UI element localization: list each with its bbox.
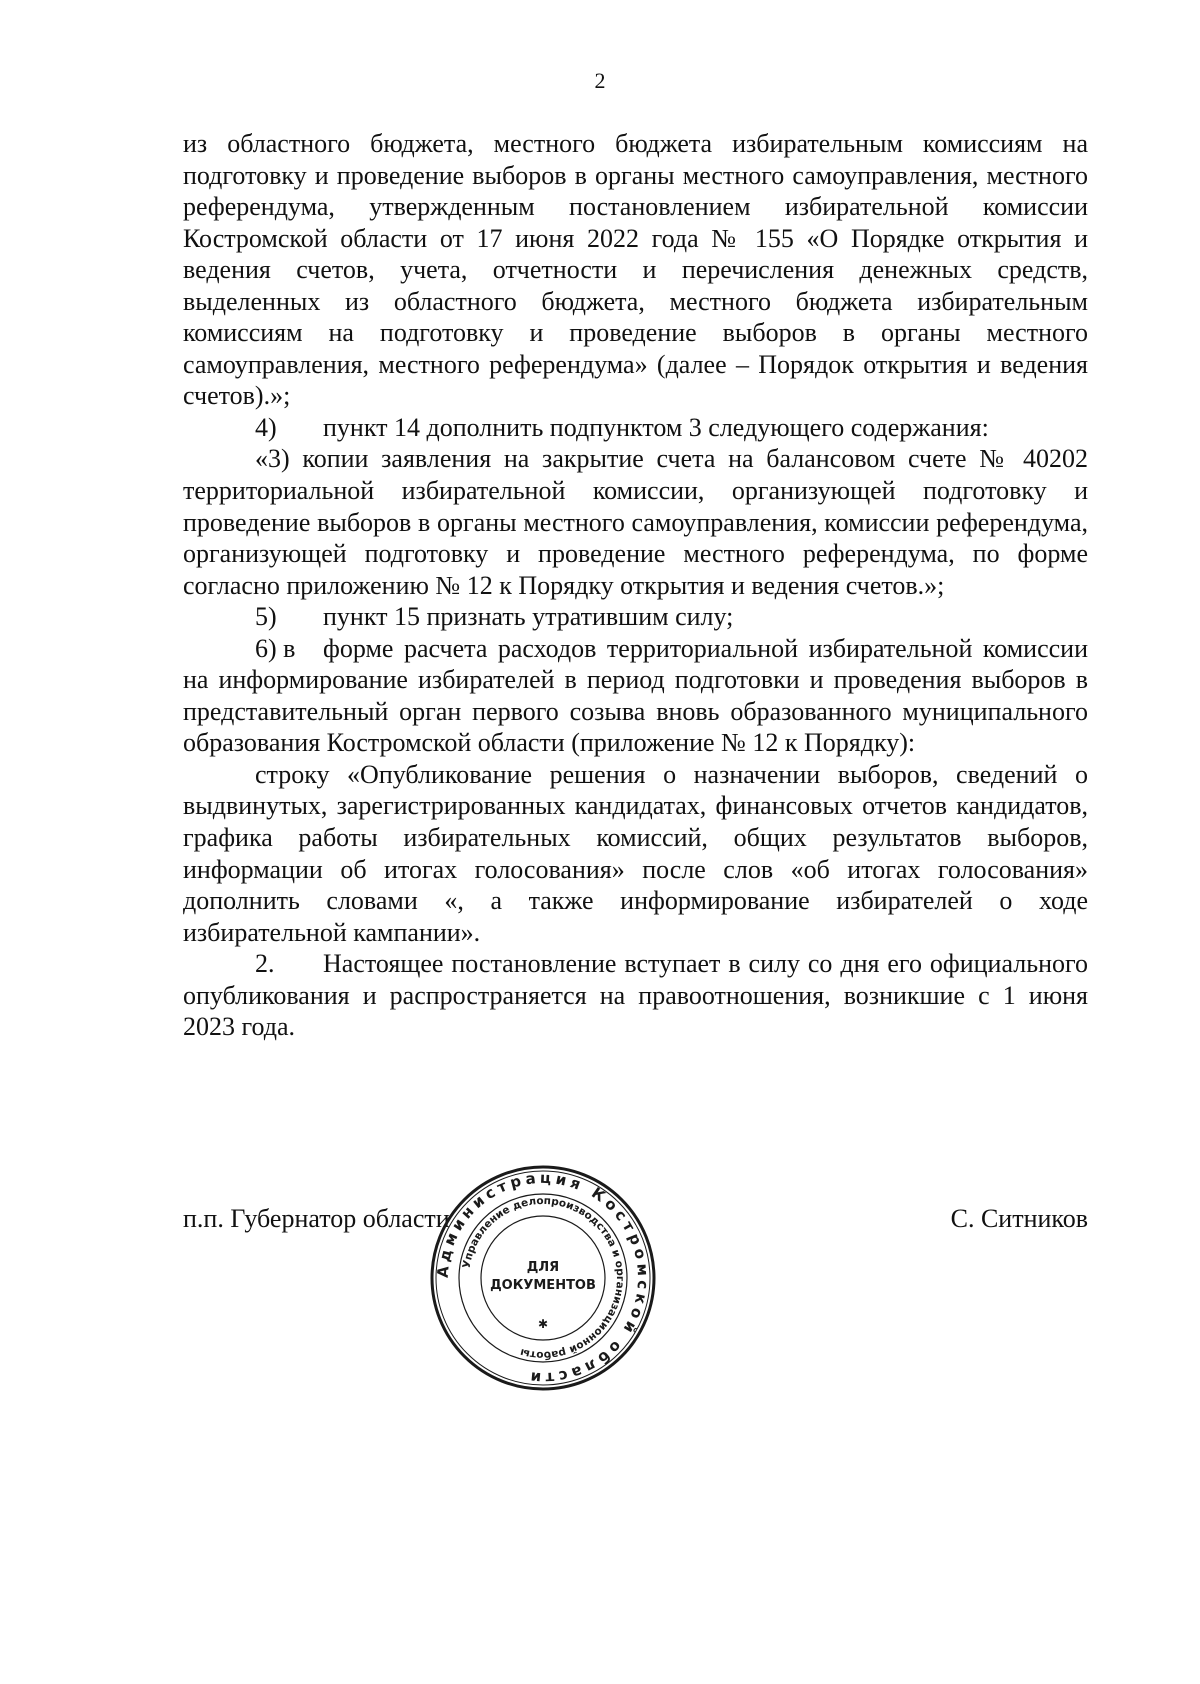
list-item-6 bbox=[183, 633, 1088, 759]
stamp-inner-text: Управление делопроизводства и организационной работы bbox=[460, 1194, 627, 1362]
stamp-star-icon: ✱ bbox=[537, 1317, 549, 1331]
item-text-6: форме расчета расходов территориальной избирательной комиссии на информирование избирателей в период подготовки и проведения выборов в представительный орган первого созыва вновь образованного муниципального образования Костромской области (приложение № 12 к Порядку): bbox=[183, 633, 1088, 758]
item-number-2: 2. bbox=[255, 949, 275, 979]
item-number-6: 6) в bbox=[255, 633, 296, 663]
item-number-5: 5) bbox=[255, 602, 277, 632]
item-text-4: пункт 14 дополнить подпунктом 3 следующего содержания: bbox=[323, 412, 989, 442]
list-item-5 bbox=[183, 601, 1088, 633]
signatory-title: п.п. Губернатор области bbox=[183, 1204, 450, 1233]
paragraph-continuation: из областного бюджета, местного бюджета избирательным комиссиям на подготовку и проведение выборов в органы местного самоуправления, местного референдума, утвержденным постановлением избирательной комиссии Костромской области от 17 июня 2022 года № 155 «О Порядке открытия и ведения счетов, учета, отчетности и перечисления денежных средств, выделенных из областного бюджета, местного бюджета избирательным комиссиям на подготовку и проведение выборов в органы местного самоуправления, местного референдума» (далее – Порядок открытия и ведения счетов).»; bbox=[183, 129, 1088, 411]
quoted-subitem-3: «3) копии заявления на закрытие счета на балансовом счете № 40202 территориальной избирательной комиссии, организующей подготовку и проведение выборов в органы местного самоуправления, комиссии референдума, организующей подготовку и проведение местного референдума, по форме согласно приложению № 12 к Порядку открытия и ведения счетов.»; bbox=[183, 444, 1088, 600]
stamp-center-line2: ДОКУМЕНТОВ bbox=[490, 1278, 596, 1293]
signatory-name: С. Ситников bbox=[950, 1204, 1088, 1233]
official-stamp bbox=[428, 1163, 658, 1393]
item-text-5: пункт 15 признать утратившим силу; bbox=[323, 602, 734, 632]
item-number-4: 4) bbox=[255, 412, 277, 442]
stamp-center-line1: ДЛЯ bbox=[526, 1260, 560, 1275]
list-item-4 bbox=[183, 412, 1088, 444]
paragraph-row-amendment: строку «Опубликование решения о назначении выборов, сведений о выдвинутых, зарегистрированных кандидатах, финансовых отчетов кандидатов, графика работы избирательных комиссий, общих результатов выборов, информации об итогах голосования» после слов «об итогах голосования» дополнить словами «, а также информирование избирателей о ходе избирательной кампании». bbox=[183, 759, 1088, 947]
item-text-2: Настоящее постановление вступает в силу со дня его официального опубликования и распространяется на правоотношения, возникшие с 1 июня 2023 года. bbox=[183, 949, 1088, 1042]
list-item-2 bbox=[183, 948, 1088, 1043]
stamp-outer-text: Администрация Костромской области bbox=[433, 1168, 653, 1388]
document-body bbox=[183, 128, 1088, 1043]
page-number: 2 bbox=[594, 68, 606, 93]
